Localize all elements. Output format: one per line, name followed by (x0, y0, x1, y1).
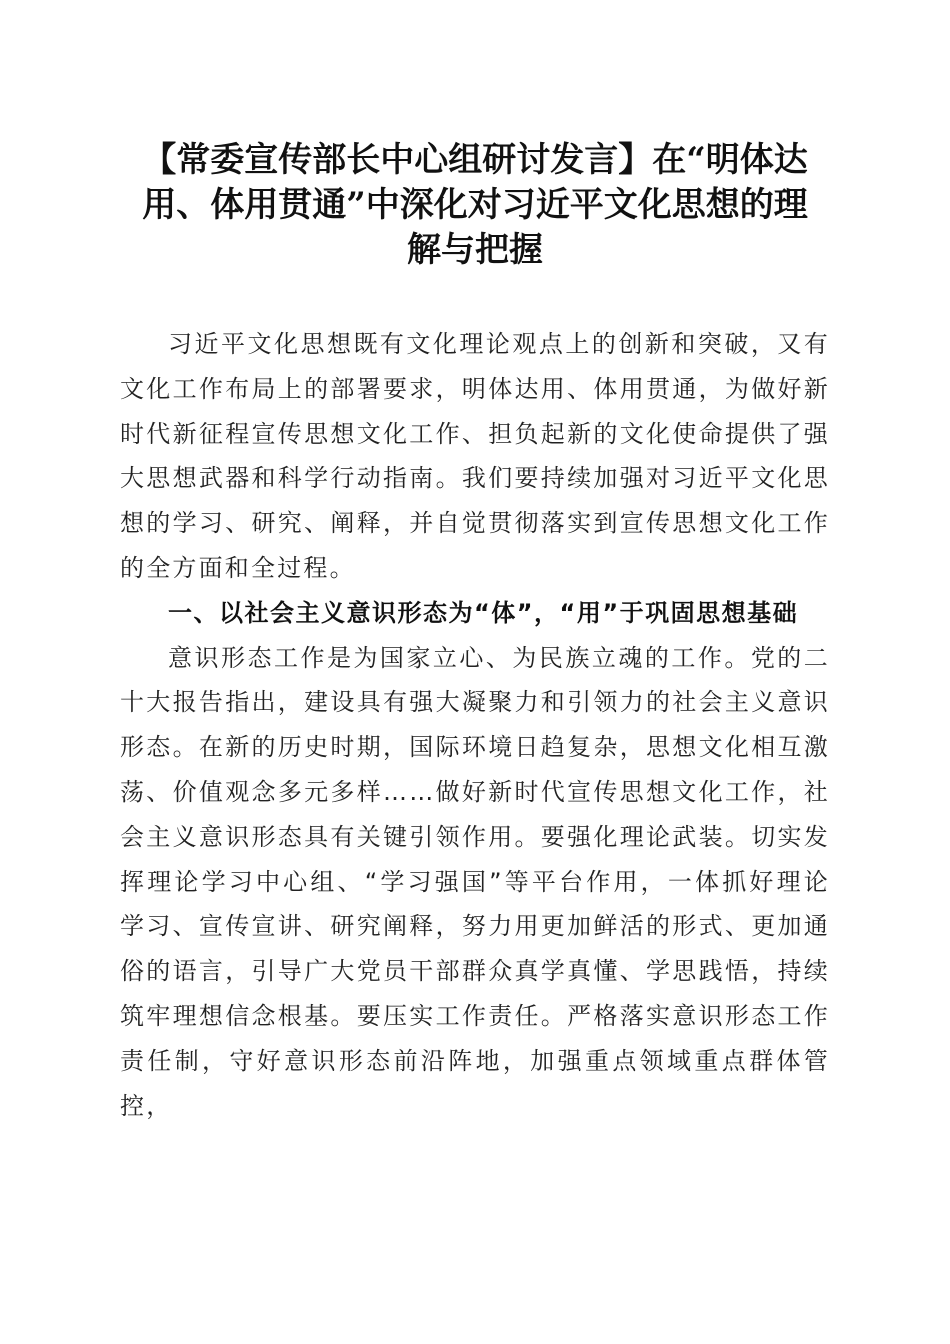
document-title (118, 138, 832, 273)
intro-paragraph: 习近平文化思想既有文化理论观点上的创新和突破，又有文化工作布局上的部署要求，明体达用、体用贯通，为做好新时代新征程宣传思想文化工作、担负起新的文化使命提供了强大思想武器和科学行动指南。我们要持续加强对习近平文化思想的学习、研究、阐释，并自觉贯彻落实到宣传思想文化工作的全方面和全过程。 (120, 330, 830, 582)
document-body (120, 322, 830, 1128)
section-heading-1: 一、以社会主义意识形态为“体”，“用”于巩固思想基础 (168, 598, 799, 627)
title-line-1: 【常委宣传部长中心组研讨发言】在“明体达 (142, 140, 808, 180)
title-line-3: 解与把握 (407, 230, 543, 270)
title-line-2: 用、体用贯通”中深化对习近平文化思想的理 (142, 185, 808, 225)
section-1-paragraph: 意识形态工作是为国家立心、为民族立魂的工作。党的二十大报告指出，建设具有强大凝聚力和引领力的社会主义意识形态。在新的历史时期，国际环境日趋复杂，思想文化相互激荡、价值观念多元多样……做好新时代宣传思想文化工作，社会主义意识形态具有关键引领作用。要强化理论武装。切实发挥理论学习中心组、“学习强国”等平台作用，一体抓好理论学习、宣传宣讲、研究阐释，努力用更加鲜活的形式、更加通俗的语言，引导广大党员干部群众真学真懂、学思践悟，持续筑牢理想信念根基。要压实工作责任。严格落实意识形态工作责任制，守好意识形态前沿阵地，加强重点领域重点群体管控， (120, 643, 830, 1120)
